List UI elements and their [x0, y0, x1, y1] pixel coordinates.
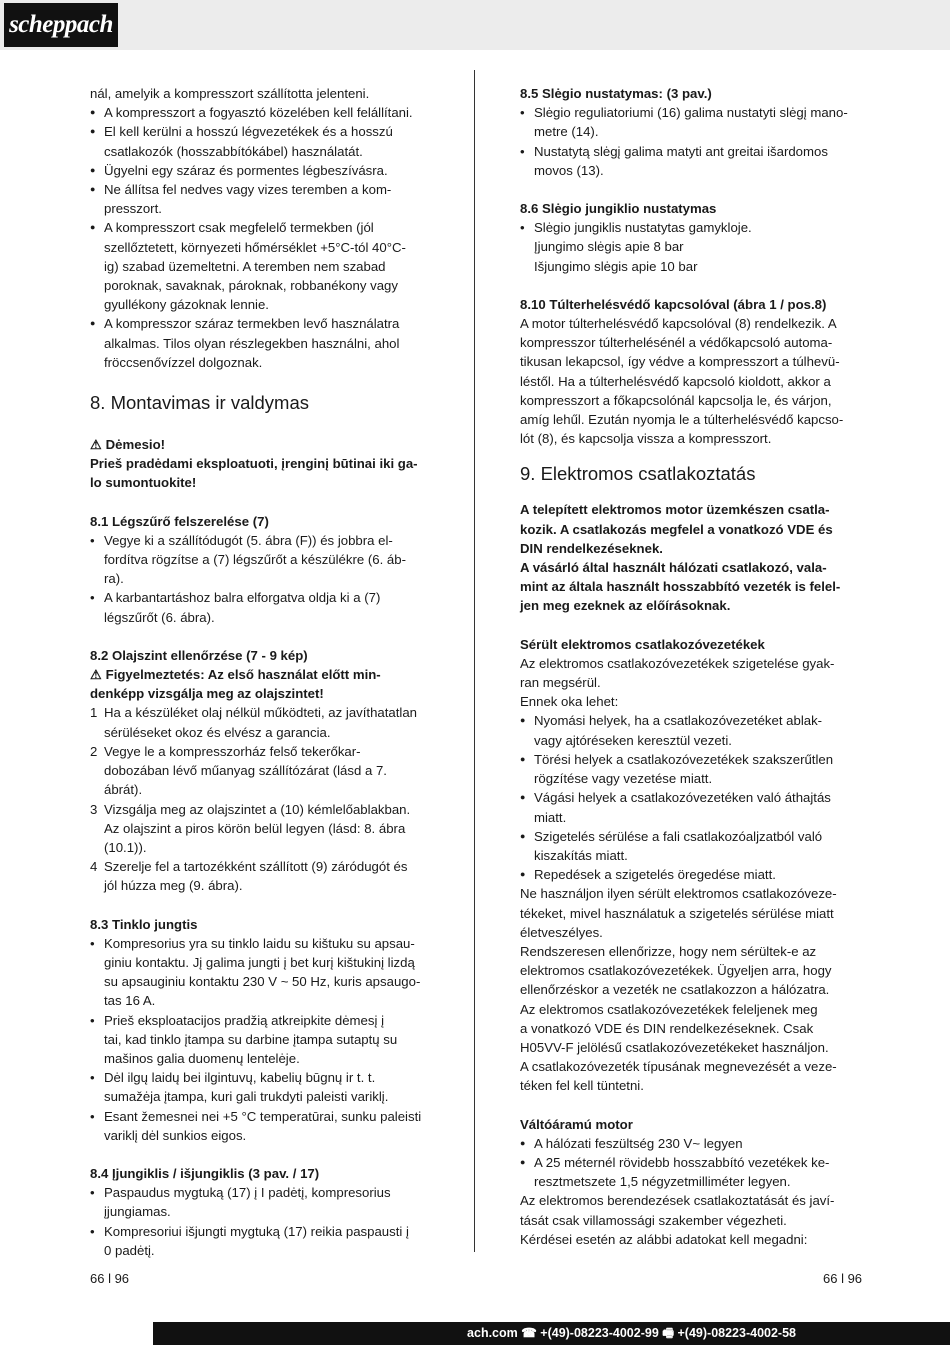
text-line: ● Nyomási helyek, ha a csatlakozóvezetéket ablak-: [534, 713, 823, 729]
right-column: [520, 84, 860, 1249]
list-item: [90, 161, 430, 180]
list-item: [520, 142, 860, 180]
text-line: ● Törési helyek a csatlakozóvezetékek szakszerűtlen: [534, 751, 834, 767]
text-line: ● Repedések a szigetelés öregedése miatt.: [534, 867, 776, 883]
left-column: [90, 84, 430, 1260]
text-line: sumažėja įtampa, kuri gali trukdyti paleisti variklį.: [104, 1089, 389, 1105]
damaged-cables-list: [520, 711, 860, 884]
text-line: resztmetszete 1,5 négyzetmilliméter legyen.: [534, 1174, 791, 1190]
text-line: • Kompresoriui išjungti mygtuką (17) reikia paspausti į: [104, 1223, 409, 1239]
column-divider: [474, 70, 475, 1252]
text-line: A vásárló által használt hálózati csatlakozó, vala-: [520, 560, 827, 576]
step-number: 4: [90, 859, 98, 875]
text-line: • Prieš eksploatacijos pradžią atkreipkite dėmesį į: [104, 1012, 384, 1028]
section-8-2-steps: [90, 703, 430, 895]
section-8-2-title: 8.2 Olajszint ellenőrzése (7 - 9 kép): [90, 647, 308, 663]
text-line: H05VV-F jelölésű csatlakozóvezetékeket használjon.: [520, 1039, 829, 1055]
list-item: [90, 122, 430, 160]
step-number: 1: [90, 705, 98, 721]
text-line: Vegye le a kompresszorház felső tekerőkar-: [104, 743, 361, 759]
section-8-5-title: 8.5 Slėgio nustatymas: (3 pav.): [520, 86, 712, 101]
text-line: Įjungimo slėgis apie 8 bar: [534, 239, 684, 255]
numbered-step: [90, 703, 430, 741]
text-line: szellőztetett, környezeti hőmérséklet +5°C-tól 40°C-: [104, 239, 406, 255]
list-item: [90, 1107, 430, 1145]
scheppach-logo: scheppach: [4, 3, 118, 47]
text-line: Ennek oka lehet:: [520, 694, 619, 710]
text-line: tai, kad tinklo įtampa su darbine įtampa sutaptų su: [104, 1031, 398, 1047]
damaged-cables-title: Sérült elektromos csatlakozóvezetékek: [520, 636, 765, 652]
text-line: ● Ne állítsa fel nedves vagy vizes teremben a kom-: [104, 182, 392, 198]
list-item: [520, 750, 860, 788]
text-line: A motor túlterhelésvédő kapcsolóval (8) rendelkezik. A: [520, 316, 837, 332]
text-line: fordítva rögzítse a (7) légszűrőt a készülékre (6. áb-: [104, 552, 406, 568]
ac-motor-title: Váltóáramú motor: [520, 1116, 633, 1132]
section-8-2-warning: [90, 665, 430, 703]
warning-heading: [90, 435, 430, 454]
numbered-step: [90, 742, 430, 800]
text-line: • Slėgio jungiklis nustatytas gamykloje.: [534, 220, 752, 236]
text-line: tékeket, mivel használatuk a szigetelés sérülése miatt: [520, 905, 834, 921]
page-number-left: 66 l 96: [90, 1271, 130, 1286]
text-line: kozik. A csatlakozás megfelel a vonatkozó VDE és: [520, 521, 833, 537]
text-line: A telepített elektromos motor üzemkészen csatla-: [520, 502, 830, 518]
text-line: Az elektromos csatlakozóvezetékek szigetelése gyak-: [520, 655, 835, 671]
text-line: ran megsérül.: [520, 675, 601, 691]
text-line: tikusan lekapcsol, így védve a kompresszort a túlhevü-: [520, 354, 840, 370]
section-8-6-title: 8.6 Slėgio jungiklio nustatymas: [520, 201, 717, 217]
list-item: [520, 218, 860, 237]
text-line: ● Vágási helyek a csatlakozóvezetéken való áthajtás: [534, 790, 831, 806]
text-line: Kérdései esetén az alábbi adatokat kell megadni:: [520, 1231, 808, 1247]
text-line: nál, amelyik a kompresszort szállította jelenteni.: [90, 86, 370, 101]
text-line: sérüléseket okoz és elvész a garancia.: [104, 724, 331, 740]
text-line: Az elektromos berendezések csatlakoztatását és javí-: [520, 1193, 835, 1209]
text-line: ● Ügyelni egy száraz és pormentes légbeszívásra.: [104, 162, 388, 178]
section-8-title: 8. Montavimas ir valdymas: [90, 392, 309, 414]
text-line: • Esant žemesnei nei +5 °C temperatūrai, sunku paleisti: [104, 1108, 422, 1124]
text-line: elektromos csatlakozóvezetékek. Ügyeljen arra, hogy: [520, 963, 832, 979]
text-line: variklį dėl sunkios eigos.: [104, 1127, 247, 1143]
text-line: ra).: [104, 571, 124, 587]
text-line: fröccsenővízzel dolgoznak.: [104, 354, 263, 370]
text-line: lót (8), és kapcsolja vissza a kompresszort.: [520, 431, 772, 447]
list-item: [520, 103, 860, 141]
text-line: A csatlakozóvezeték típusának megnevezését a veze-: [520, 1059, 837, 1075]
list-item: [90, 1068, 430, 1106]
text-line: vagy ajtóréseken keresztül vezeti.: [534, 732, 732, 748]
text-line: mašinos galia duomenų lentelėje.: [104, 1050, 300, 1066]
page-footer: [0, 1322, 950, 1345]
list-item: [520, 711, 860, 749]
text-line: įjungiamas.: [104, 1204, 171, 1220]
text-line: • Vegye ki a szállítódugót (5. ábra (F)) és jobbra el-: [104, 532, 393, 548]
text-line: • Kompresorius yra su tinklo laidu su kištuku su apsau-: [104, 935, 415, 951]
page-number-right: 66 l 96: [823, 1271, 863, 1286]
warning-triangle-icon: ⚠: [90, 437, 102, 453]
page-header: [0, 0, 950, 50]
list-item: [90, 588, 430, 626]
text-line: metre (14).: [534, 124, 599, 140]
section-8-4-list: [90, 1183, 430, 1260]
list-item: [520, 865, 860, 884]
section-8-6-values: [520, 237, 860, 275]
text-line: • A karbantartáshoz balra elforgatva oldja ki a (7): [104, 590, 381, 606]
text-line: (10.1)).: [104, 839, 147, 855]
text-line: mint az általa használt hosszabbító vezeték is felel-: [520, 579, 841, 595]
text-line: • Slėgio reguliatoriumi (16) galima nustatyti slėgį mano-: [534, 105, 848, 121]
section-8-6-list: [520, 218, 860, 237]
text-line: csatlakozók (hosszabbítókábel) használatát.: [104, 143, 363, 159]
text-line: ● A kompresszort csak megfelelő termekben (jól: [104, 220, 374, 236]
text-line: poroknak, savaknak, pároknak, robbanékony vagy: [104, 278, 398, 294]
text-line: Rendszeresen ellenőrizze, hogy nem sérültek-e az: [520, 943, 817, 959]
list-item: [90, 531, 430, 589]
list-item: [90, 934, 430, 1011]
list-item: [90, 314, 430, 372]
text-line: léstől. Ha a túlterhelésvédő kapcsoló kioldott, akkor a: [520, 373, 831, 389]
text-line: Szerelje fel a tartozékként szállított (9) záródugót és: [104, 859, 408, 875]
text-line: életveszélyes.: [520, 924, 603, 940]
text-line: su apsauginiu kontaktu 230 V ~ 50 Hz, kuris apsaugo-: [104, 974, 421, 990]
text-line: Az olajszint a piros körön belül legyen (lásd: 8. ábra: [104, 820, 406, 836]
list-item: [90, 180, 430, 218]
warning-text: [90, 667, 430, 703]
list-item: [520, 788, 860, 826]
section-9-bold-text: [520, 500, 860, 615]
text-line: ● A hálózati feszültség 230 V~ legyen: [534, 1135, 743, 1151]
text-line: ig) szabad üzemeltetni. A teremben nem szabad: [104, 258, 386, 274]
text-line: kiszakítás miatt.: [534, 847, 628, 863]
section-8-3-list: [90, 934, 430, 1145]
text-line: jól húzza meg (9. ábra).: [104, 878, 243, 894]
text-line: dobozában lévő műanyag szállítózárat (lásd a 7.: [104, 763, 387, 779]
numbered-step: [90, 857, 430, 895]
damaged-cables-intro: [520, 654, 860, 712]
list-item: [90, 103, 430, 122]
warning-text: [90, 454, 430, 492]
text-line: • Dėl ilgų laidų bei ilgintuvų, kabelių būgnų ir t. t.: [104, 1070, 376, 1086]
list-item: [90, 1222, 430, 1260]
text-line: ● A kompresszor száraz termekben levő használatra: [104, 316, 400, 332]
text-line: Prieš pradėdami eksploatuoti, įrenginį būtinai iki ga-: [90, 456, 418, 472]
section-8-1-title: 8.1 Légszűrő felszerelése (7): [90, 513, 269, 529]
text-line: DIN rendelkezéseknek.: [520, 540, 663, 556]
step-number: 3: [90, 801, 98, 817]
text-line: presszort.: [104, 201, 162, 217]
text-line: gyullékony gázoknak lennie.: [104, 297, 269, 313]
text-line: Ne használjon ilyen sérült elektromos csatlakozóveze-: [520, 886, 837, 902]
ac-motor-text: [520, 1191, 860, 1249]
text-line: ● Szigetelés sérülése a fali csatlakozóaljzatból való: [534, 828, 823, 844]
section-8-1-list: [90, 531, 430, 627]
list-item: [90, 1183, 430, 1221]
list-item: [520, 1134, 860, 1153]
text-line: • Paspaudus mygtuką (17) į I padėtį, kompresorius: [104, 1185, 391, 1201]
text-line: ● El kell kerülni a hosszú légvezetékek és a hosszú: [104, 124, 393, 140]
text-line: tását csak villamossági szakember végezheti.: [520, 1212, 787, 1228]
text-line: Išjungimo slėgis apie 10 bar: [534, 258, 698, 274]
text-line: ellenőrzéskor a vezeték ne csatlakozzon a hálózatra.: [520, 982, 830, 998]
setup-bullet-list: [90, 103, 430, 372]
text-line: a vonatkozó VDE és DIN rendelkezéseknek. Csak: [520, 1020, 814, 1036]
text-line: Ha a készüléket olaj nélkül működteti, az javíthatatlan: [104, 705, 418, 721]
text-line: ábrát).: [104, 782, 143, 798]
text-line: • Nustatytą slėgį galima matyti ant greitai išardomos: [534, 143, 828, 159]
text-line: amíg lehűl. Ezután nyomja le a túlterhelésvédő kapcso-: [520, 412, 844, 428]
warning-title: Dėmesio!: [105, 437, 166, 453]
text-line: tas 16 A.: [104, 993, 156, 1009]
text-line: Figyelmeztetés: Az első használat előtt min-: [105, 667, 381, 683]
numbered-step: [90, 800, 430, 858]
text-line: ● A kompresszort a fogyasztó közelében kell felállítani.: [104, 105, 413, 121]
section-8-5-list: [520, 103, 860, 180]
footer-contact: ach.com ☎ +(49)-08223-4002-99 🖷 +(49)-08223-4002-58: [467, 1326, 796, 1340]
text-line: 0 padėtį.: [104, 1242, 155, 1258]
section-8-10-title: 8.10 Túlterhelésvédő kapcsolóval (ábra 1 / pos.8): [520, 296, 827, 312]
text-line: alkalmas. Tilos olyan részlegekben használni, ahol: [104, 335, 400, 351]
list-item: [520, 1153, 860, 1191]
text-line: denképp vizsgálja meg az olajszintet!: [90, 686, 324, 702]
text-line: kompresszor túlterhelésénél a védőkapcsoló automa-: [520, 335, 833, 351]
text-line: giniu kontaktu. Jį galima jungti į bet kurį kištukinį lizdą: [104, 954, 415, 970]
damaged-cables-text: [520, 884, 860, 1095]
text-line: ● A 25 méternél rövidebb hosszabbító vezetékek ke-: [534, 1154, 830, 1170]
ac-motor-list: [520, 1134, 860, 1192]
step-number: 2: [90, 743, 98, 759]
section-8-3-title: 8.3 Tinklo jungtis: [90, 916, 198, 932]
text-line: jen meg ezeknek az előírásoknak.: [520, 598, 731, 614]
text-line: kompresszort a főkapcsolónál kapcsolja le, és várjon,: [520, 392, 832, 408]
list-item: [90, 1011, 430, 1069]
text-line: miatt.: [534, 809, 567, 825]
section-9-title: 9. Elektromos csatlakoztatás: [520, 463, 756, 485]
warning-triangle-icon: ⚠: [90, 667, 102, 683]
list-item: [90, 218, 430, 314]
section-8-4-title: 8.4 Įjungiklis / išjungiklis (3 pav. / 17): [90, 1165, 320, 1181]
text-line: légszűrőt (6. ábra).: [104, 609, 215, 625]
text-line: Az elektromos csatlakozóvezetékek feleljenek meg: [520, 1001, 818, 1017]
section-8-10-text: [520, 314, 860, 448]
text-line: lo sumontuokite!: [90, 475, 197, 491]
intro-text: [90, 84, 430, 103]
text-line: téken fel kell tüntetni.: [520, 1078, 644, 1094]
text-line: rögzítése vagy vezetése miatt.: [534, 771, 713, 787]
list-item: [520, 827, 860, 865]
text-line: movos (13).: [534, 162, 604, 178]
text-line: Vizsgálja meg az olajszintet a (10) kémlelőablakban.: [104, 801, 411, 817]
